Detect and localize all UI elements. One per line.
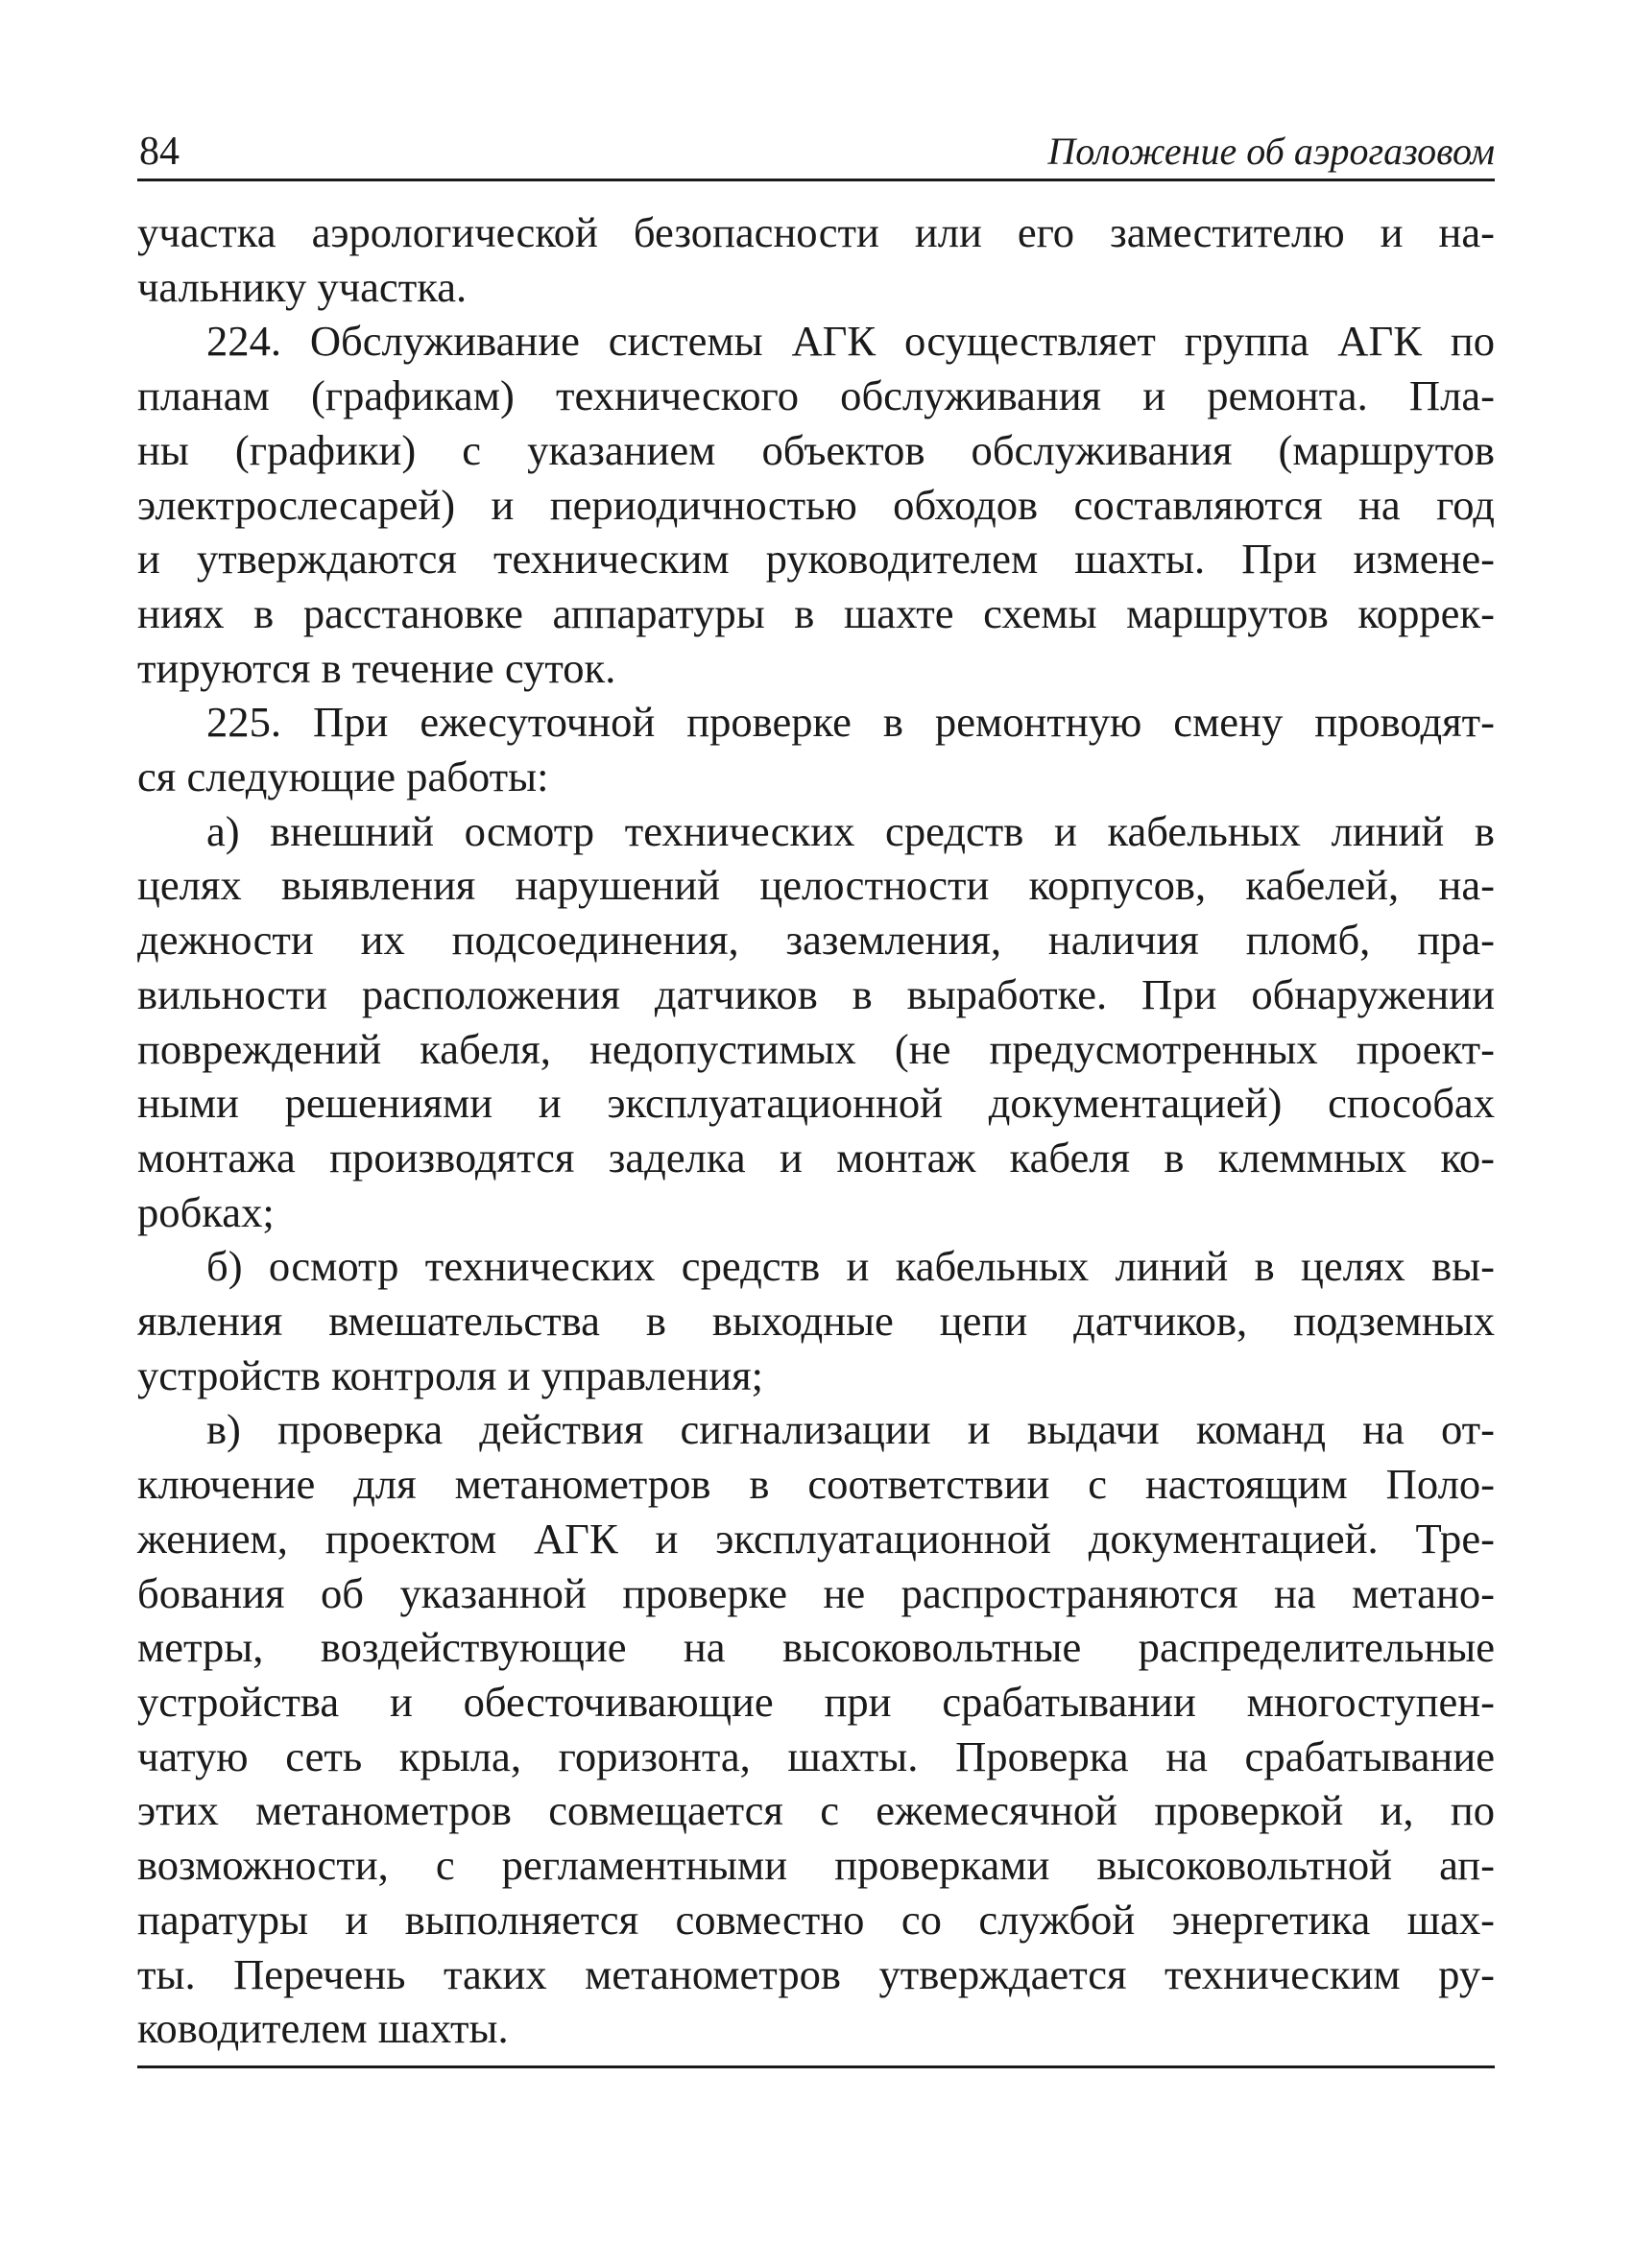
text-line: ты. Перечень таких метанометров утверждается техническим ру- — [137, 1949, 1495, 1998]
text-line: электрослесарей) и периодичностью обходов составляются на год — [137, 480, 1495, 529]
text-line: вильности расположения датчиков в выработке. При обнаружении — [137, 969, 1495, 1018]
text-line: ниях в расстановке аппаратуры в шахте схемы маршрутов коррек- — [137, 588, 1495, 637]
text-line: 224. Обслуживание системы АГК осуществляет группа АГК по — [206, 317, 1495, 366]
text-line: возможности, с регламентными проверками высоковольтной ап- — [137, 1841, 1495, 1890]
bottom-rule — [137, 2065, 1495, 2068]
text-line: устройства и обесточивающие при срабатывании многоступен- — [137, 1677, 1495, 1726]
text-line: дежности их подсоединения, заземления, наличия пломб, пра- — [137, 916, 1495, 965]
text-line: б) осмотр технических средств и кабельных линий в целях вы- — [206, 1242, 1495, 1291]
text-line: планам (графикам) технического обслуживания и ремонта. Пла- — [137, 371, 1495, 420]
page-header — [137, 123, 1495, 181]
text-line: этих метанометров совмещается с ежемесячной проверкой и, по — [137, 1786, 1495, 1835]
text-line: ными решениями и эксплуатационной документацией) способах — [137, 1079, 1495, 1128]
text-line: чальнику участка. — [137, 262, 468, 311]
text-line: участка аэрологической безопасности или его заместителю и на- — [137, 208, 1495, 256]
text-line: монтажа производятся заделка и монтаж кабеля в клеммных ко- — [137, 1133, 1495, 1182]
text-line: ключение для метанометров в соответствии с настоящим Поло- — [137, 1460, 1495, 1509]
text-line: робках; — [137, 1187, 275, 1236]
text-line: 225. При ежесуточной проверке в ремонтную смену проводят- — [206, 698, 1495, 747]
running-title: Положение об аэрогазовом — [1047, 130, 1495, 173]
text-line: ся следующие работы: — [137, 752, 549, 801]
text-line: бования об указанной проверке не распространяются на метано- — [137, 1568, 1495, 1617]
text-line: повреждений кабеля, недопустимых (не предусмотренных проект- — [137, 1024, 1495, 1073]
text-line: а) внешний осмотр технических средств и кабельных линий в — [206, 806, 1495, 855]
body-text — [137, 205, 1495, 2056]
text-line: ководителем шахты. — [137, 2004, 509, 2053]
text-line: устройств контроля и управления; — [137, 1350, 763, 1399]
page-number: 84 — [139, 130, 180, 174]
text-line: и утверждаются техническим руководителем шахты. При измене- — [137, 535, 1495, 584]
text-line: целях выявления нарушений целостности корпусов, кабелей, на- — [137, 861, 1495, 910]
text-line: в) проверка действия сигнализации и выдачи команд на от- — [206, 1405, 1495, 1454]
text-line: явления вмешательства в выходные цепи датчиков, подземных — [137, 1297, 1495, 1346]
text-line: паратуры и выполняется совместно со службой энергетика шах- — [137, 1895, 1495, 1944]
text-line: чатую сеть крыла, горизонта, шахты. Проверка на срабатывание — [137, 1731, 1495, 1780]
text-line: ны (графики) с указанием объектов обслуживания (маршрутов — [137, 425, 1495, 474]
text-line: тируются в течение суток. — [137, 643, 616, 692]
text-line: жением, проектом АГК и эксплуатационной документацией. Тре- — [137, 1514, 1495, 1563]
text-line: метры, воздействующие на высоковольтные распределительные — [137, 1623, 1495, 1672]
